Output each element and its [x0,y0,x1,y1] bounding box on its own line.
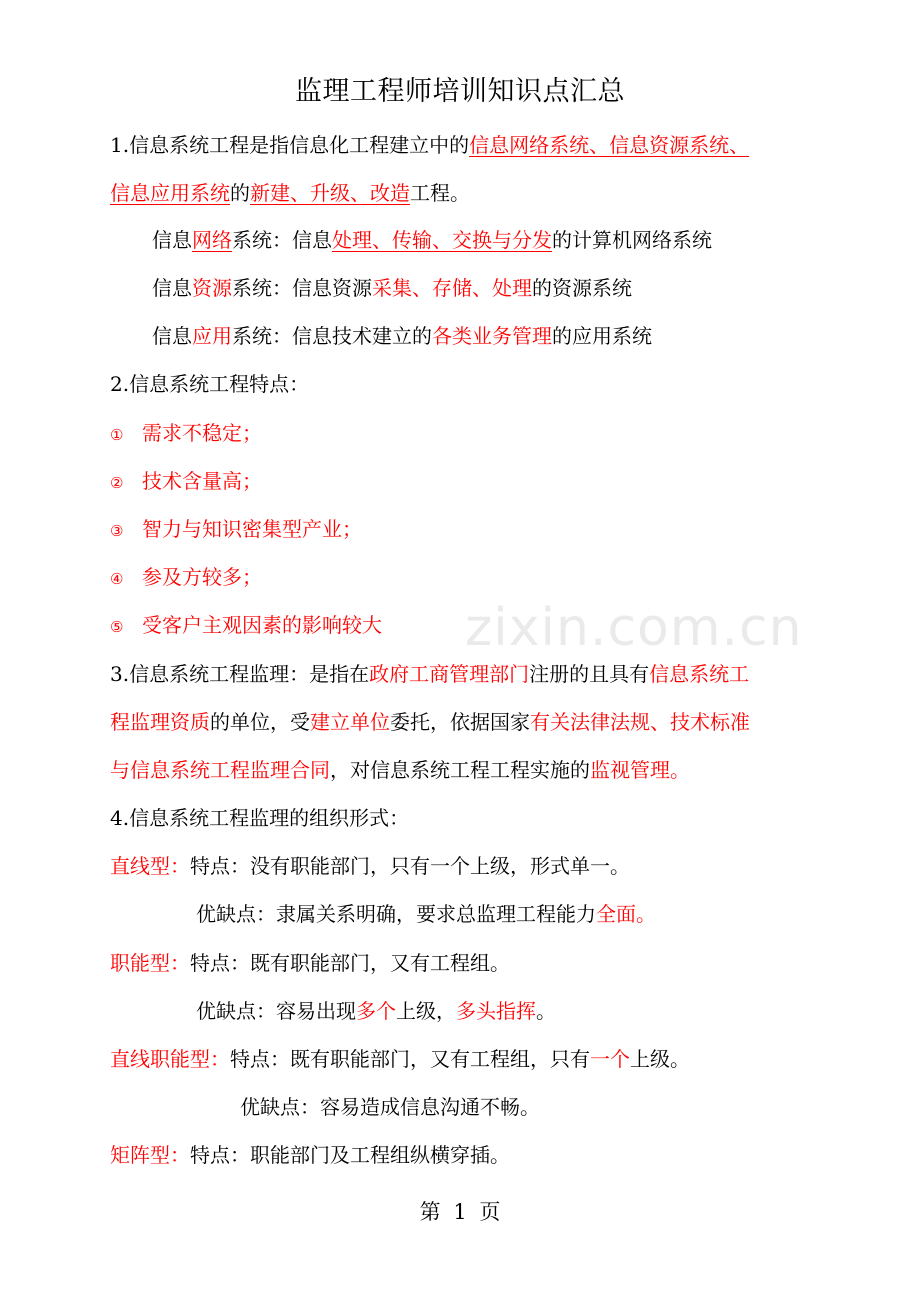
list-item: ④ 参及方较多； [110,565,262,589]
watermark: zixin.com.cn [465,598,803,658]
matrix-type-feature: 矩阵型：特点：职能部门及工程组纵横穿插。 [110,1143,510,1167]
resource-system-line: 信息资源系统：信息资源采集、存储、处理的资源系统 [152,276,632,300]
application-system-line: 信息应用系统：信息技术建立的各类业务管理的应用系统 [152,324,652,348]
linefunc-type-pros: 优缺点：容易造成信息沟通不畅。 [240,1095,540,1119]
page-number: 第 1 页 [419,1200,501,1224]
section2-heading: 2.信息系统工程特点： [110,372,310,396]
section3-line3: 与信息系统工程监理合同，对信息系统工程工程实施的监视管理。 [110,758,690,782]
list-item: ⑤ 受客户主观因素的影响较大 [110,613,382,637]
list-item: ① 需求不稳定； [110,421,262,445]
section1-line2: 信息应用系统的新建、升级、改造工程。 [110,181,470,205]
line-type-feature: 直线型：特点：没有职能部门，只有一个上级，形式单一。 [110,854,630,878]
section1-line1: 1.信息系统工程是指信息化工程建立中的信息网络系统、信息资源系统、 [110,133,750,157]
section3-line1: 3.信息系统工程监理：是指在政府工商管理部门注册的且具有信息系统工 [110,662,750,686]
section3-line2: 程监理资质的单位，受建立单位委托，依据国家有关法律法规、技术标准 [110,710,750,734]
section4-heading: 4.信息系统工程监理的组织形式： [110,806,410,830]
network-system-line: 信息网络系统：信息处理、传输、交换与分发的计算机网络系统 [152,228,712,252]
func-type-feature: 职能型：特点：既有职能部门，又有工程组。 [110,951,510,975]
line-type-pros: 优缺点：隶属关系明确，要求总监理工程能力全面。 [196,902,656,926]
page-title: 监理工程师培训知识点汇总 [295,76,625,107]
func-type-pros: 优缺点：容易出现多个上级，多头指挥。 [196,999,556,1023]
list-item: ② 技术含量高； [110,469,262,493]
list-item: ③ 智力与知识密集型产业； [110,517,362,541]
linefunc-type-feature: 直线职能型：特点：既有职能部门，又有工程组，只有一个上级。 [110,1047,690,1071]
